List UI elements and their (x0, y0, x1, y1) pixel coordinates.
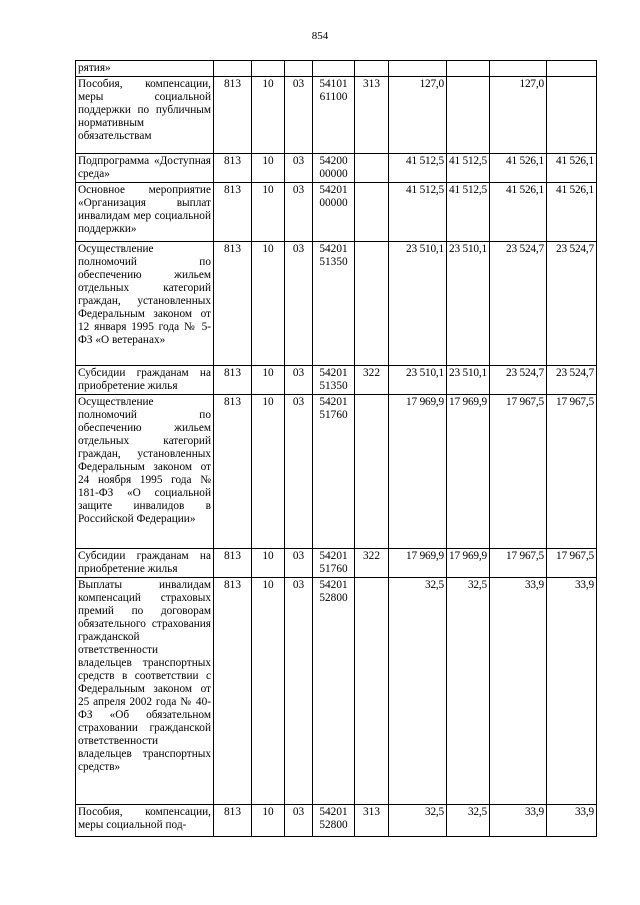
ministry-code: 813 (214, 242, 252, 366)
amount-1 (389, 61, 447, 77)
amount-4: 17 967,5 (546, 549, 596, 578)
row-description: Подпрограмма «Доступная среда» (76, 154, 214, 183)
target-article-code: 54201 51350 (313, 366, 355, 395)
amount-4: 41 526,1 (546, 154, 596, 183)
amount-3: 17 967,5 (489, 549, 546, 578)
section-code: 10 (252, 183, 285, 242)
row-description: Осуществление полномочий по обеспечению жильем отдельных категорий граждан, установленных Федеральным законом от 12 января 1995 года № 5-ФЗ «О ветеранах» (76, 242, 214, 366)
target-article-code: 54201 00000 (313, 183, 355, 242)
section-code: 10 (252, 77, 285, 154)
table-row (76, 154, 597, 183)
expense-type-code (355, 578, 389, 805)
amount-1: 23 510,1 (389, 366, 447, 395)
table-row (76, 805, 597, 837)
table-row (76, 242, 597, 366)
amount-3: 41 526,1 (489, 154, 546, 183)
amount-3: 33,9 (489, 805, 546, 837)
amount-1: 17 969,9 (389, 549, 447, 578)
table-row (76, 77, 597, 154)
subsection-code (285, 61, 313, 77)
ministry-code: 813 (214, 154, 252, 183)
ministry-code: 813 (214, 549, 252, 578)
amount-2: 32,5 (447, 578, 490, 805)
row-description: Пособия, компенсации, меры социальной поддержки по публичным нормативным обязательствам (76, 77, 214, 154)
amount-3: 23 524,7 (489, 366, 546, 395)
amount-3: 17 967,5 (489, 395, 546, 549)
amount-3 (489, 61, 546, 77)
ministry-code: 813 (214, 805, 252, 837)
subsection-code: 03 (285, 578, 313, 805)
row-description: Пособия, компенсации, меры социальной под- (76, 805, 214, 837)
subsection-code: 03 (285, 549, 313, 578)
amount-3: 41 526,1 (489, 183, 546, 242)
amount-2: 23 510,1 (447, 366, 490, 395)
section-code: 10 (252, 366, 285, 395)
expense-type-code (355, 61, 389, 77)
amount-2: 17 969,9 (447, 549, 490, 578)
amount-4 (546, 77, 596, 154)
row-description: Основное мероприятие «Организация выплат инвалидам мер социальной поддержки» (76, 183, 214, 242)
target-article-code: 54101 61100 (313, 77, 355, 154)
subsection-code: 03 (285, 805, 313, 837)
amount-1: 32,5 (389, 578, 447, 805)
amount-3: 33,9 (489, 578, 546, 805)
subsection-code: 03 (285, 154, 313, 183)
ministry-code: 813 (214, 77, 252, 154)
ministry-code (214, 61, 252, 77)
target-article-code: 54201 51760 (313, 549, 355, 578)
expense-type-code (355, 154, 389, 183)
table-row (76, 61, 597, 77)
target-article-code (313, 61, 355, 77)
target-article-code: 54201 52800 (313, 805, 355, 837)
ministry-code: 813 (214, 578, 252, 805)
amount-1: 23 510,1 (389, 242, 447, 366)
expense-type-code (355, 183, 389, 242)
table-row (76, 549, 597, 578)
expense-type-code: 322 (355, 366, 389, 395)
table-row (76, 395, 597, 549)
page-number: 854 (311, 30, 329, 42)
section-code: 10 (252, 805, 285, 837)
row-description: Осуществление полномочий по обеспечению жильем отдельных категорий граждан, установленных Федеральным законом от 24 ноября 1995 года № 181-ФЗ «О социальной защите инвалидов в Российской Федерации» (76, 395, 214, 549)
subsection-code: 03 (285, 366, 313, 395)
section-code: 10 (252, 578, 285, 805)
target-article-code: 54201 51350 (313, 242, 355, 366)
amount-1: 17 969,9 (389, 395, 447, 549)
section-code: 10 (252, 242, 285, 366)
amount-2: 17 969,9 (447, 395, 490, 549)
expense-type-code: 313 (355, 805, 389, 837)
amount-2 (447, 77, 490, 154)
amount-1: 41 512,5 (389, 183, 447, 242)
amount-4: 33,9 (546, 805, 596, 837)
table-row (76, 183, 597, 242)
table-row (76, 366, 597, 395)
subsection-code: 03 (285, 242, 313, 366)
subsection-code: 03 (285, 395, 313, 549)
subsection-code: 03 (285, 183, 313, 242)
expense-type-code: 313 (355, 77, 389, 154)
row-description: Субсидии гражданам на приобретение жилья (76, 366, 214, 395)
ministry-code: 813 (214, 395, 252, 549)
target-article-code: 54201 52800 (313, 578, 355, 805)
row-description: рятия» (76, 61, 214, 77)
section-code (252, 61, 285, 77)
expense-type-code (355, 242, 389, 366)
amount-4: 23 524,7 (546, 366, 596, 395)
amount-3: 127,0 (489, 77, 546, 154)
target-article-code: 54200 00000 (313, 154, 355, 183)
ministry-code: 813 (214, 183, 252, 242)
ministry-code: 813 (214, 366, 252, 395)
section-code: 10 (252, 395, 285, 549)
amount-1: 32,5 (389, 805, 447, 837)
row-description: Субсидии гражданам на приобретение жилья (76, 549, 214, 578)
target-article-code: 54201 51760 (313, 395, 355, 549)
table-row (76, 578, 597, 805)
section-code: 10 (252, 154, 285, 183)
amount-2 (447, 61, 490, 77)
amount-4: 17 967,5 (546, 395, 596, 549)
amount-2: 41 512,5 (447, 154, 490, 183)
amount-2: 41 512,5 (447, 183, 490, 242)
expense-type-code (355, 395, 389, 549)
budget-table (75, 60, 597, 837)
amount-2: 23 510,1 (447, 242, 490, 366)
amount-2: 32,5 (447, 805, 490, 837)
row-description: Выплаты инвалидам компенсаций страховых премий по договорам обязательного страхования гражданской ответственности владельцев транспортных средств в соответствии с Федеральным законом от 25 апреля 2002 года № 40-ФЗ «Об обязательном страховании гражданской ответственности владельцев транспортных средств» (76, 578, 214, 805)
amount-3: 23 524,7 (489, 242, 546, 366)
amount-1: 41 512,5 (389, 154, 447, 183)
expense-type-code: 322 (355, 549, 389, 578)
amount-1: 127,0 (389, 77, 447, 154)
section-code: 10 (252, 549, 285, 578)
subsection-code: 03 (285, 77, 313, 154)
amount-4: 33,9 (546, 578, 596, 805)
amount-4: 23 524,7 (546, 242, 596, 366)
amount-4 (546, 61, 596, 77)
amount-4: 41 526,1 (546, 183, 596, 242)
